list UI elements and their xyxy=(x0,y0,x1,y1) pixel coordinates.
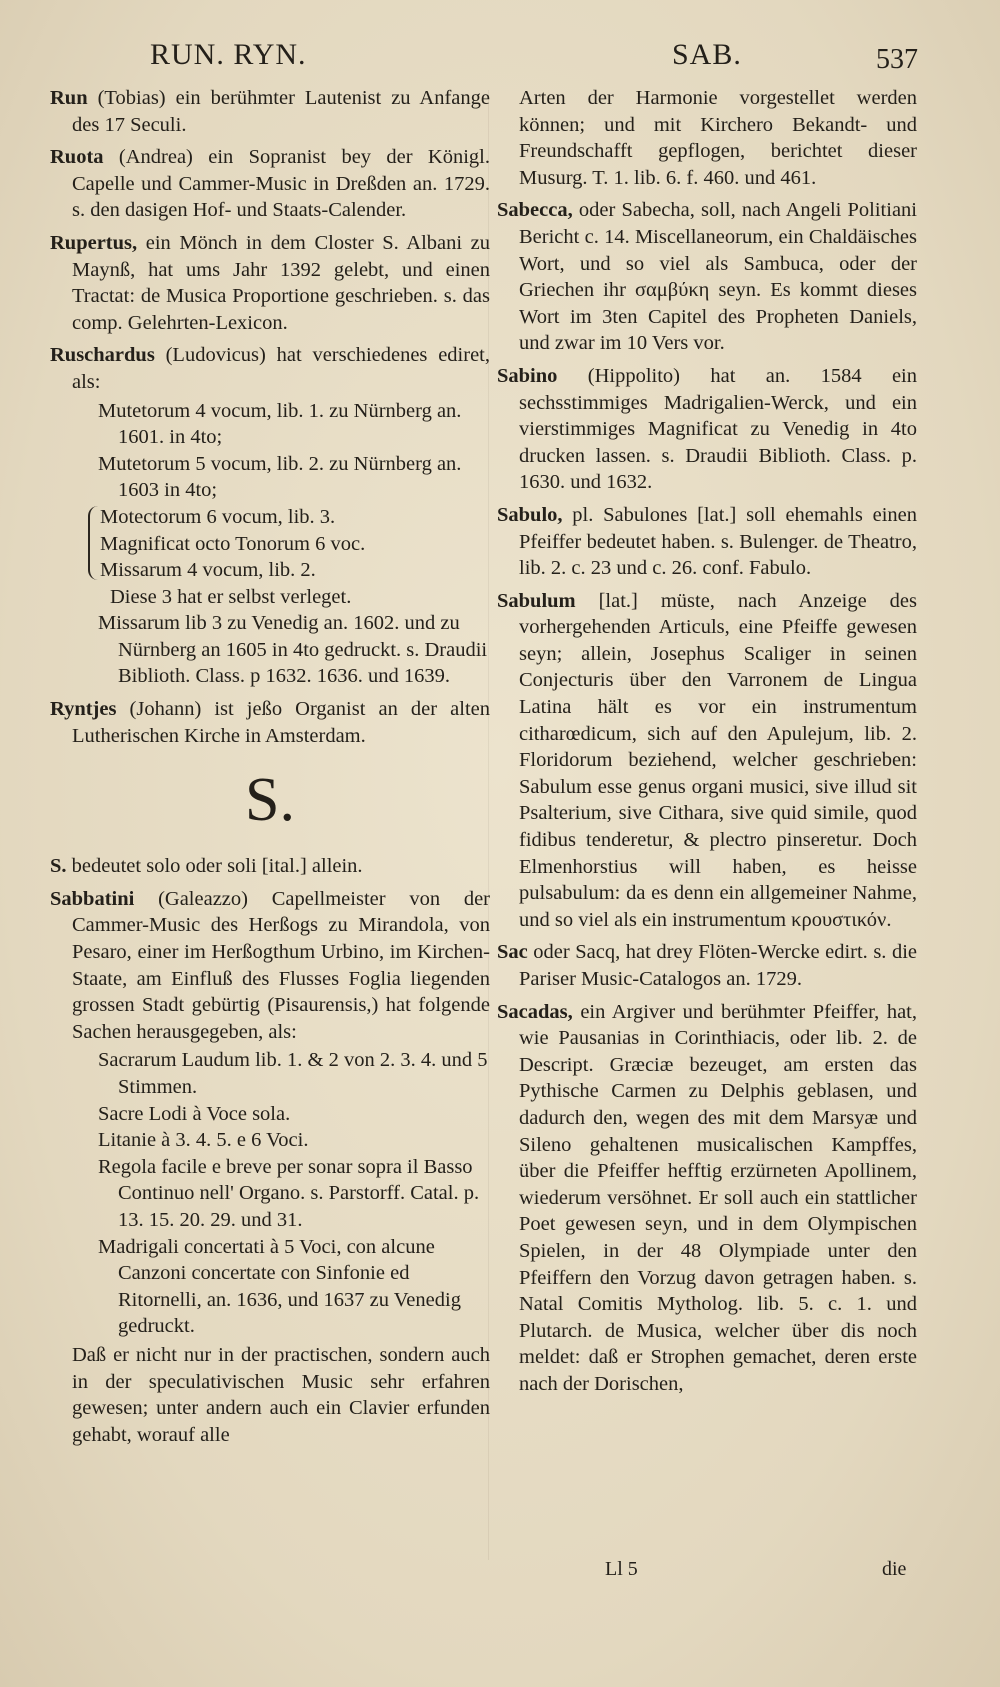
work-item: Regola facile e breve per sonar sopra il Basso Continuo nell' Organo. s. Parstorff. Catal. p. 13. 15. 20. 29. und 31. xyxy=(98,1155,480,1231)
work-item: Motectorum 6 vocum, lib. 3. xyxy=(100,505,336,528)
entry-text: (Tobias) ein berühmter Lautenist zu Anfange des 17 Seculi. xyxy=(72,87,490,136)
header-right-guide-word: SAB. xyxy=(672,38,742,71)
work-item: Missarum lib 3 zu Venedig an. 1602. und zu Nürnberg an 1605 in 4to gedruckt. s. Draudii Biblioth. Class. p 1632. 1636. und 1639. xyxy=(98,612,488,688)
entry-continuation: Daß er nicht nur in der practischen, sondern auch in der speculativischen Music sehr erfahren gewesen; unter andern auch ein Clavier erfunden gehabt, worauf alle xyxy=(72,1343,490,1446)
entry-run xyxy=(50,85,490,138)
entry-head: Ruschardus xyxy=(50,344,155,367)
braced-works xyxy=(100,504,490,584)
entry-head: Sabbatini xyxy=(50,887,135,910)
entry-sabulum xyxy=(497,588,917,934)
entry-text: oder Sacq, hat drey Flöten-Wercke edirt. s. die Pariser Music-Catalogos an. 1729. xyxy=(519,941,917,990)
entry-text: [lat.] müste, nach Anzeige des vorhergehenden Articuls, eine Pfeiffe gewesen seyn; allein, Josephus Scaliger in seinen Conjecturis über den Varronem de Lingua Latina hält es vor ein instrumentum citharœdicum, sich auf den Apulejum, lib. 2. Floridorum beziehend, welcher geschrieben: Sabulum esse genus organi musici, sive illud sit Psalterium, sive Cithara, sive quid simile, quod fidibus tenderetur, & plectro pinseretur. Doch Elmenhorstius will haben, es heisse pulsabulum: da es denn ein allgemeiner Nahme, und so viel als ein instrumentum κρουστικόν. xyxy=(519,589,917,931)
brace-mark xyxy=(88,506,100,580)
entry-text: (Ludovicus) hat verschiedenes ediret, als: xyxy=(72,344,490,393)
work-item: Litanie à 3. 4. 5. e 6 Voci. xyxy=(98,1129,309,1152)
entry-ruota xyxy=(50,144,490,224)
entry-head: Sac xyxy=(497,941,528,964)
entry-sabecca xyxy=(497,197,917,357)
entry-text: ein Mönch in dem Closter S. Albani zu Maynß, hat ums Jahr 1392 gelebt, und einen Tractat: de Musica Proportione geschrieben. s. das comp. Gelehrten-Lexicon. xyxy=(72,231,490,334)
work-note: Diese 3 hat er selbst verleget. xyxy=(110,585,352,608)
entry-s xyxy=(50,853,490,880)
running-header xyxy=(0,30,1000,80)
entry-head: Run xyxy=(50,87,88,109)
work-item: Missarum 4 vocum, lib. 2. xyxy=(100,559,316,582)
entry-ruschardus xyxy=(50,342,490,395)
work-item: Sacrarum Laudum lib. 1. & 2 von 2. 3. 4. und 5 Stimmen. xyxy=(98,1049,488,1098)
entry-head: Sabulum xyxy=(497,589,576,612)
entry-text: Arten der Harmonie vorgestellet werden können; und mit Kirchero Bekandt- und Freundschafft gepflogen, berichtet dieser Musurg. T. 1. lib. 6. f. 460. und 461. xyxy=(519,87,917,189)
entry-text: (Johann) ist jeßo Organist an der alten Lutherischen Kirche in Amsterdam. xyxy=(72,698,490,747)
entry-rupertus xyxy=(50,230,490,336)
entry-sabbatini xyxy=(50,886,490,1046)
work-item: Madrigali concertati à 5 Voci, con alcune Canzoni concertate con Sinfonie ed Ritornelli, an. 1636, und 1637 zu Venedig gedruckt. xyxy=(98,1235,461,1338)
section-letter: S. xyxy=(245,766,295,835)
work-item: Mutetorum 5 vocum, lib. 2. zu Nürnberg an. 1603 in 4to; xyxy=(98,452,462,502)
entry-ryntjes xyxy=(50,696,490,749)
work-item: Sacre Lodi à Voce sola. xyxy=(98,1102,291,1125)
header-left-guide-words: RUN. RYN. xyxy=(150,38,307,71)
entry-head: S. xyxy=(50,855,67,878)
entry-head: Ryntjes xyxy=(50,698,117,721)
page-number: 537 xyxy=(876,44,918,75)
entry-sabino xyxy=(497,363,917,496)
entry-head: Sabecca, xyxy=(497,199,573,222)
entry-head: Ruota xyxy=(50,146,104,169)
entry-sacadas xyxy=(497,999,917,1398)
catchword: die xyxy=(882,1558,907,1580)
entry-head: Sabino xyxy=(497,364,558,387)
entry-head: Sabulo, xyxy=(497,503,563,526)
entry-sac xyxy=(497,939,917,992)
right-column xyxy=(497,85,917,1404)
signature-mark: Ll 5 xyxy=(605,1558,638,1580)
entry-sabulo xyxy=(497,502,917,582)
entry-text: pl. Sabulones [lat.] soll ehemahls einen Pfeiffer bedeutet haben. s. Bulenger. de Theatro, lib. 2. c. 23 und c. 26. conf. Fabulo. xyxy=(519,503,918,580)
work-item: Magnificat octo Tonorum 6 voc. xyxy=(100,532,366,555)
entry-text: bedeutet solo oder soli [ital.] allein. xyxy=(71,855,363,878)
left-column xyxy=(50,85,490,1454)
entry-continued xyxy=(497,85,917,191)
entry-head: Rupertus, xyxy=(50,231,138,254)
entry-text: ein Argiver und berühmter Pfeiffer, hat, wie Pausanias in Corinthiacis, oder lib. 2. de Descript. Græciæ bezeuget, am ersten das Pythische Carmen zu Delphis geblasen, und dadurch den, wegen des mit dem Marsyæ und Sileno gehaltenen musicalischen Kampffes, über die Pfeiffer hefftig erzürneten Apollinem, wiederum versöhnet. Er soll auch ein stattlicher Poet gewesen seyn, und in dem Olympischen Spielen, in der 48 Olympiade unter den Pfeiffern den Vorzug davon getragen haben. s. Natal Comitis Mytholog. lib. 5. c. 1. und Plutarch. de Musica, welcher über dis noch meldet: daß er Strophen gemachet, deren erste nach der Dorischen, xyxy=(519,1000,917,1395)
entry-text: oder Sabecha, soll, nach Angeli Politiani Bericht c. 14. Miscellaneorum, ein Chaldäisches Wort, und so viel als Sambuca, oder der Griechen ihr σαμβύκη seyn. Es kommt dieses Wort im 3ten Capitel des Propheten Daniels, und zwar im 10 Vers vor. xyxy=(519,199,917,355)
entry-text: (Galeazzo) Capellmeister von der Cammer-Music des Herßogs zu Mirandola, von Pesaro, einer im Herßogthum Urbino, im Kirchen-Staate, am Einfluß des Flusses Foglia liegenden grossen Stadt gebürtig (Pisaurensis,) hat folgende Sachen herausgegeben, als: xyxy=(72,887,490,1043)
entry-head: Sacadas, xyxy=(497,1000,573,1023)
entry-text: (Andrea) ein Sopranist bey der Königl. Capelle und Cammer-Music in Dreßden an. 1729. s. den dasigen Hof- und Staats-Calender. xyxy=(72,146,490,222)
entry-text: (Hippolito) hat an. 1584 ein sechsstimmiges Madrigalien-Werck, und ein vierstimmiges Magnificat zu Venedig in 4to drucken lassen. s. Draudii Biblioth. Class. p. 1630. und 1632. xyxy=(519,364,917,494)
work-item: Mutetorum 4 vocum, lib. 1. zu Nürnberg an. 1601. in 4to; xyxy=(98,399,462,449)
